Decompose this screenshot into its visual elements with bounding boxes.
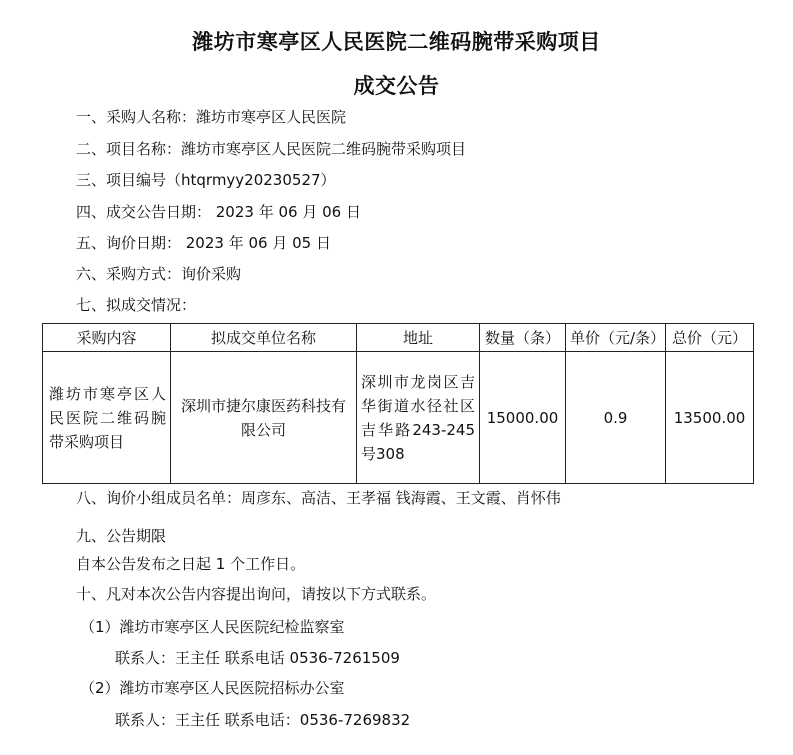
announce-date-line: 四、成交公告日期： 2023 年 06 月 06 日	[76, 203, 361, 221]
inquiry-date-line: 五、询价日期： 2023 年 06 月 05 日	[76, 234, 331, 252]
cell-supplier: 深圳市捷尔康医药科技有限公司	[171, 352, 357, 484]
header-address: 地址	[357, 324, 480, 352]
header-supplier: 拟成交单位名称	[171, 324, 357, 352]
cell-content: 潍坊市寒亭区人民医院二维码腕带采购项目	[43, 352, 171, 484]
notice-subtitle: 成交公告	[353, 73, 440, 98]
table-header-row	[43, 324, 754, 352]
award-heading: 七、拟成交情况：	[76, 296, 197, 314]
header-quantity: 数量（条）	[480, 324, 566, 352]
purchase-method-line: 六、采购方式：询价采购	[76, 265, 242, 283]
cell-unit-price: 0.9	[566, 352, 666, 484]
table-row	[43, 352, 754, 484]
panel-members-line: 八、询价小组成员名单：周彦东、高洁、王孝福 钱海霞、王文霞、肖怀伟	[76, 489, 561, 507]
header-total: 总价（元）	[666, 324, 754, 352]
contact1-person: 联系人：王主任 联系电话 0536-7261509	[115, 649, 400, 667]
period-heading: 九、公告期限	[76, 527, 167, 545]
contact-heading: 十、凡对本次公告内容提出询问，请按以下方式联系。	[76, 585, 437, 603]
header-unit-price: 单价（元/条）	[566, 324, 666, 352]
project-name-line: 二、项目名称：潍坊市寒亭区人民医院二维码腕带采购项目	[76, 140, 467, 158]
cell-total: 13500.00	[666, 352, 754, 484]
contact2-org: （2）潍坊市寒亭区人民医院招标办公室	[80, 679, 345, 697]
header-content: 采购内容	[43, 324, 171, 352]
project-number-line: 三、项目编号（htqrmyy20230527）	[76, 171, 336, 189]
notice-title: 潍坊市寒亭区人民医院二维码腕带采购项目	[192, 29, 601, 54]
contact1-org: （1）潍坊市寒亭区人民医院纪检监察室	[80, 618, 345, 636]
purchaser-line: 一、采购人名称：潍坊市寒亭区人民医院	[76, 108, 347, 126]
contact2-person: 联系人：王主任 联系电话：0536-7269832	[115, 711, 411, 729]
cell-quantity: 15000.00	[480, 352, 566, 484]
cell-address: 深圳市龙岗区吉华街道水径社区吉华路243-245号308	[357, 352, 480, 484]
award-table	[42, 323, 754, 484]
period-text: 自本公告发布之日起 1 个工作日。	[76, 555, 306, 573]
